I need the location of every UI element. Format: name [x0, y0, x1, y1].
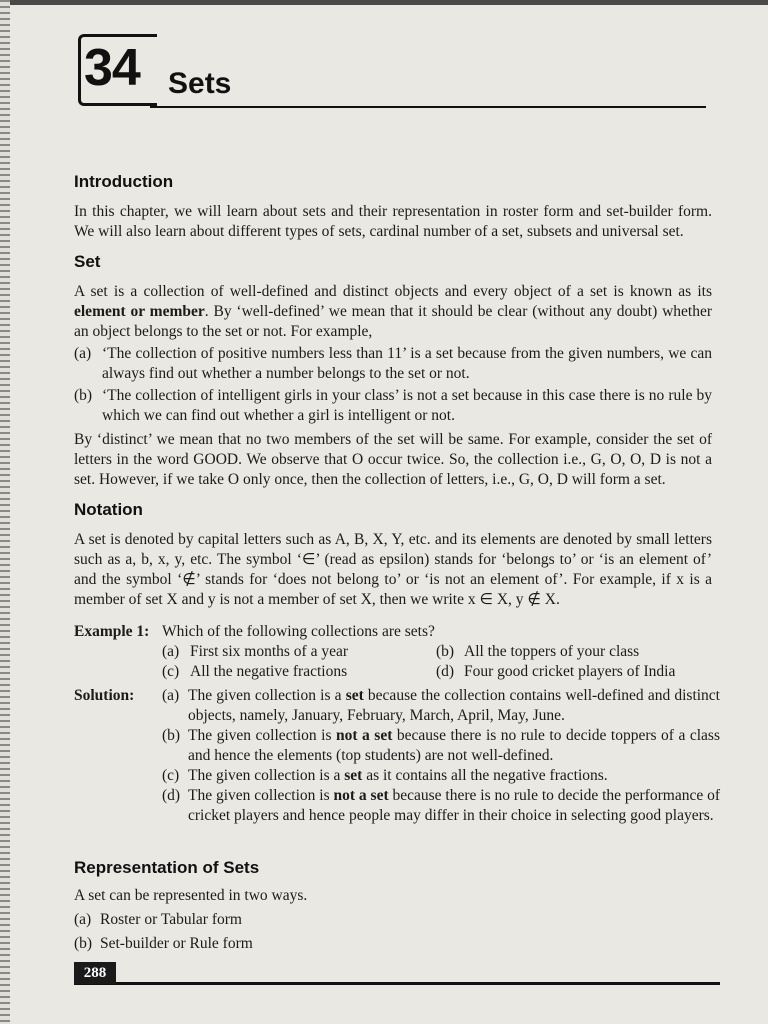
- example-option-c-text: All the negative fractions: [190, 663, 348, 680]
- representation-intro: A set can be represented in two ways.: [74, 887, 308, 904]
- solution-b-post: because there is no rule to decide toppers of a class and hence the elements (top students) are not well-defined.: [188, 727, 720, 764]
- page-number: 288: [74, 962, 116, 984]
- solution-a-label: (a): [162, 687, 180, 704]
- example-label: Example 1:: [74, 623, 150, 640]
- solution-d-post: because there is no rule to decide the performance of cricket players and hence people may differ in their choice in selecting good players.: [188, 787, 720, 824]
- solution-c-bold: set: [344, 767, 363, 784]
- solution-b-pre: The given collection is: [188, 727, 337, 744]
- bottom-rule: [74, 982, 720, 985]
- set-example-b-text: ‘The collection of intelligent girls in your class’ is not a set because in this case there is no rule by which we can find out whether a girl is intelligent or not.: [102, 387, 712, 424]
- example-option-c-label: (c): [162, 663, 180, 680]
- title-rule: [150, 106, 706, 108]
- set-heading: Set: [74, 252, 101, 271]
- set-definition-part1: A set is a collection of well-defined and distinct objects and every object of a set is known as its: [74, 283, 712, 300]
- notation-heading: Notation: [74, 500, 143, 519]
- notation-text: A set is denoted by capital letters such as A, B, X, Y, etc. and its elements are denoted by small letters such as a, b, x, y, etc. The symbol ‘∈’ (read as epsilon) stands for ‘belongs to’ or ‘is an element of’ and the symbol ‘∉’ stands for ‘does not belong to’ or ‘is not an element of’. For example, if x is a member of set X and y is not a member of set X, then we write x ∈ X, y ∉ X.: [74, 531, 712, 608]
- representation-heading: Representation of Sets: [74, 858, 260, 877]
- solution-b-label: (b): [162, 727, 181, 744]
- example-option-d-label: (d): [436, 663, 455, 680]
- set-definition-bold: element or member: [74, 303, 205, 320]
- solution-item-c: [162, 766, 720, 786]
- set-definition-part2: . By ‘well-defined’ we mean that it should be clear (without any doubt) whether an object belongs to the set or not. For example,: [74, 303, 713, 340]
- set-example-a-text: ‘The collection of positive numbers less than 11’ is a set because from the given numbers, we can always find out whether a number belongs to the set or not.: [102, 345, 712, 382]
- solution-c-post: as it contains all the negative fractions.: [362, 767, 608, 784]
- example-option-d-text: Four good cricket players of India: [464, 663, 676, 680]
- example-question: Which of the following collections are sets?: [162, 623, 435, 640]
- example-option-a-label: (a): [162, 643, 180, 660]
- solution-item-a: [162, 686, 720, 726]
- solution-c-pre: The given collection is a: [188, 767, 345, 784]
- solution-a-bold: set: [345, 687, 364, 704]
- representation-a-text: Roster or Tabular form: [100, 911, 242, 928]
- example-option-a-text: First six months of a year: [190, 643, 348, 660]
- distinct-paragraph: By ‘distinct’ we mean that no two members of the set will be same. For example, consider the set of letters in the word GOOD. We observe that O occur twice. So, the collection i.e., G, O, O, D is not a set. However, if we take O only once, then the collection of letters, i.e., G, O, D will form a set.: [74, 431, 712, 488]
- solution-d-bold: not a set: [333, 787, 389, 804]
- chapter-title: Sets: [168, 67, 232, 100]
- chapter-number: 34: [84, 39, 140, 97]
- solution-d-label: (d): [162, 787, 181, 804]
- introduction-heading: Introduction: [74, 172, 174, 191]
- set-example-b: [74, 386, 712, 426]
- solution-a-pre: The given collection is a: [188, 687, 346, 704]
- top-rule: [10, 0, 768, 5]
- introduction-text: In this chapter, we will learn about sets and their representation in roster form and set-builder form. We will also learn about different types of sets, cardinal number of a set, subsets and universal set.: [74, 203, 712, 240]
- solution-item-b: [162, 726, 720, 766]
- solution-c-label: (c): [162, 767, 180, 784]
- solution-d-pre: The given collection is: [188, 787, 334, 804]
- example-option-b-text: All the toppers of your class: [464, 643, 640, 660]
- solution-b-bold: not a set: [336, 727, 393, 744]
- set-example-a-label: (a): [74, 345, 92, 362]
- set-example-a: [74, 344, 712, 384]
- representation-b-text: Set-builder or Rule form: [100, 935, 253, 952]
- binding-edge: [0, 0, 10, 1024]
- representation-b-label: (b): [74, 935, 93, 952]
- solution-a-post: because the collection contains well-defined and distinct objects, namely, January, February, March, April, May, June.: [188, 687, 720, 724]
- solution-label: Solution:: [74, 687, 135, 704]
- example-option-b-label: (b): [436, 643, 455, 660]
- set-definition: [74, 282, 712, 342]
- representation-a-label: (a): [74, 911, 92, 928]
- solution-item-d: [162, 786, 720, 826]
- set-example-b-label: (b): [74, 387, 93, 404]
